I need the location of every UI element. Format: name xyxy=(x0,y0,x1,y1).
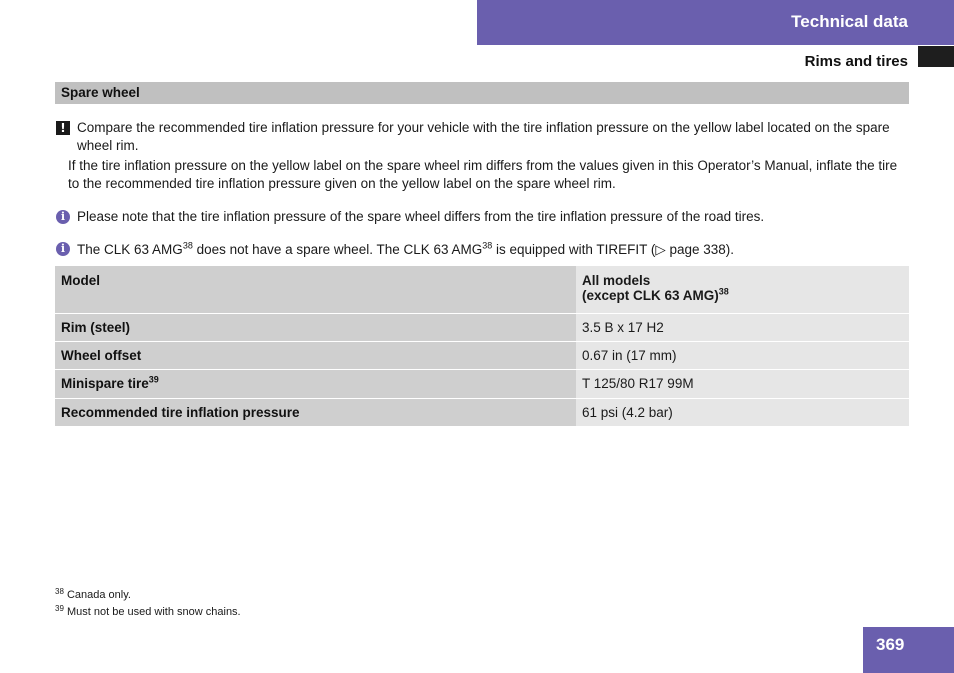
row-label-minispare xyxy=(55,369,576,398)
exclamation-icon: ! xyxy=(56,121,70,135)
row-value: T 125/80 R17 99M xyxy=(576,369,909,398)
warning-paragraph-1 xyxy=(77,119,911,155)
info-icon: i xyxy=(56,242,70,256)
table-row xyxy=(55,313,909,341)
footnote-number: 38 xyxy=(55,587,64,596)
row-label: Minispare tire xyxy=(61,376,149,391)
spare-wheel-spec-table xyxy=(55,266,909,427)
table-header-value xyxy=(576,266,909,313)
section-title: Rims and tires xyxy=(804,53,908,70)
footnote-ref-38: 38 xyxy=(182,240,193,251)
spare-wheel-heading-bar xyxy=(55,82,909,104)
footnote-ref-38: 38 xyxy=(482,240,493,251)
row-label: Rim (steel) xyxy=(55,313,576,341)
page-number-box xyxy=(863,627,954,673)
info2-text-1: The CLK 63 AMG xyxy=(77,242,183,257)
page-number: 369 xyxy=(876,635,905,654)
footnote-39 xyxy=(55,606,241,618)
row-value: 3.5 B x 17 H2 xyxy=(576,313,909,341)
table-header-label: Model xyxy=(55,266,576,313)
footnote-38 xyxy=(55,589,131,601)
row-label: Recommended tire inflation pressure xyxy=(55,398,576,426)
row-label: Wheel offset xyxy=(55,341,576,369)
table-header-row xyxy=(55,266,909,313)
info-paragraph-2 xyxy=(77,241,919,259)
info2-text-2: does not have a spare wheel. The CLK 63 AMG xyxy=(192,242,483,257)
header-bar xyxy=(477,0,954,45)
table-row xyxy=(55,341,909,369)
chapter-title: Technical data xyxy=(791,12,908,31)
footnote-ref-39: 39 xyxy=(148,374,159,385)
row-value: 61 psi (4.2 bar) xyxy=(576,398,909,426)
warning-text-1: Compare the recommended tire inflation pressure for your vehicle with the tire inflation pressure on the yellow label located on the spare wheel rim. xyxy=(77,120,890,153)
info-icon: i xyxy=(56,210,70,224)
footnote-text: Canada only. xyxy=(66,589,131,601)
header-value-line2: (except CLK 63 AMG) xyxy=(582,288,719,303)
spare-wheel-heading: Spare wheel xyxy=(61,85,140,100)
header-value-line1: All models xyxy=(582,273,651,288)
row-value: 0.67 in (17 mm) xyxy=(576,341,909,369)
footnote-number: 39 xyxy=(55,604,64,613)
table-row xyxy=(55,369,909,398)
info2-text-3: is equipped with TIREFIT (▷ page 338). xyxy=(492,242,735,257)
table-row xyxy=(55,398,909,426)
footnote-ref-38: 38 xyxy=(718,286,729,297)
chapter-tab-marker xyxy=(918,46,954,67)
footnote-text: Must not be used with snow chains. xyxy=(66,606,241,618)
warning-paragraph-2: If the tire inflation pressure on the yellow label on the spare wheel rim differs from the values given in this Operator’s Manual, inflate the tire to the recommended tire inflation pressure given on the yellow label on the spare wheel rim. xyxy=(68,158,898,191)
info-paragraph-1: Please note that the tire inflation pressure of the spare wheel differs from the tire inflation pressure of the road tires. xyxy=(77,209,765,224)
